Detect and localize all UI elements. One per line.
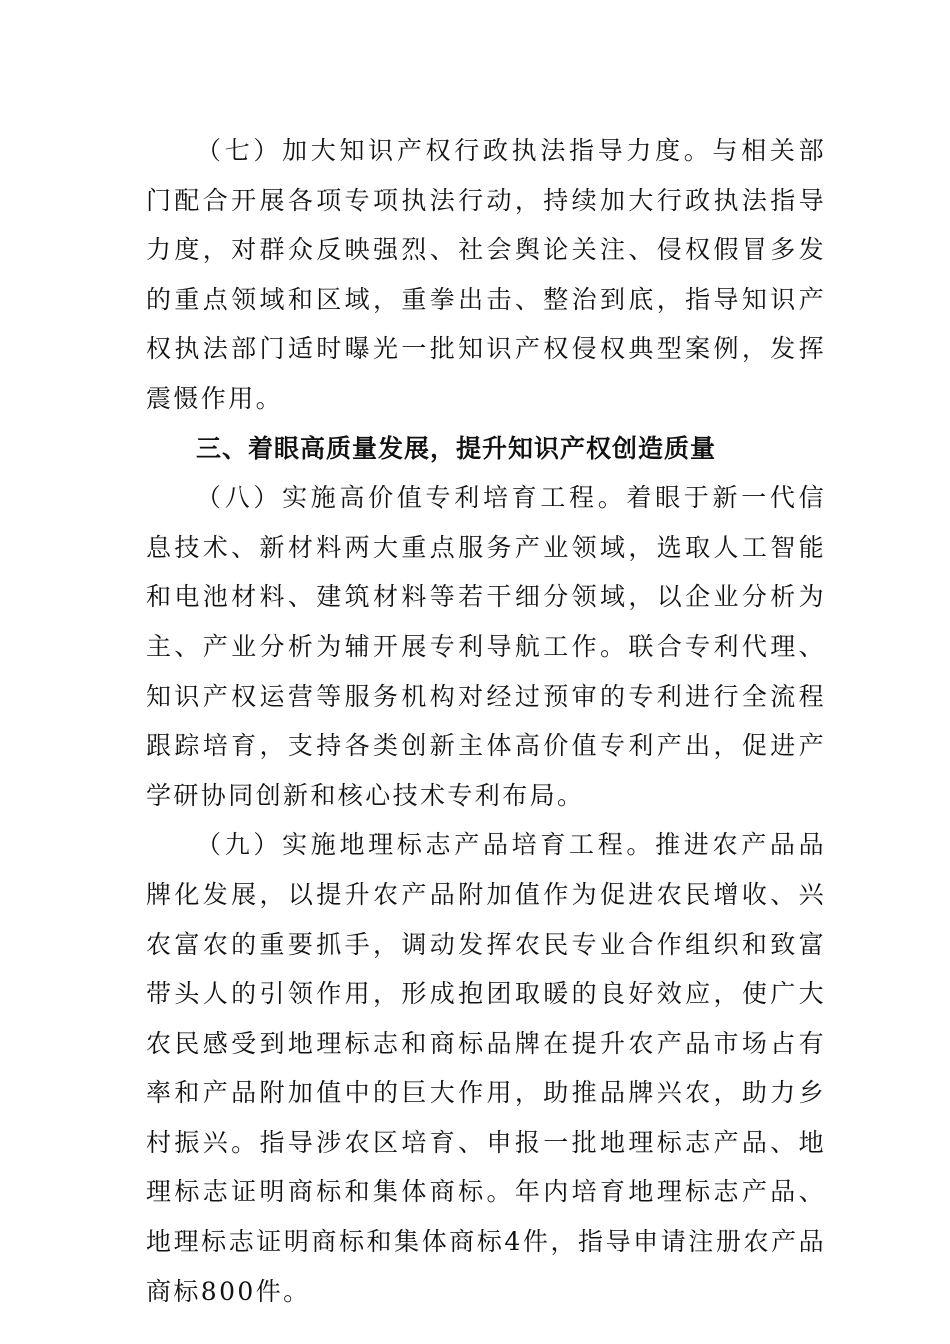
section-3-heading: 三、着眼高质量发展，提升知识产权创造质量 bbox=[196, 433, 717, 463]
paragraph-7: （七）加大知识产权行政执法指导力度。与相关部门配合开展各项专项执法行动，持续加大行政执法指导力度，对群众反映强烈、社会舆论关注、侵权假冒多发的重点领域和区域，重拳出击、整治到底，指导知识产权执法部门适时曝光一批知识产权侵权典型案例，发挥震慑作用。 bbox=[146, 136, 826, 413]
paragraph-9: （九）实施地理标志产品培育工程。推进农产品品牌化发展，以提升农产品附加值作为促进农民增收、兴农富农的重要抓手，调动发挥农民专业合作组织和致富带头人的引领作用，形成抱团取暖的良好效应，使广大农民感受到地理标志和商标品牌在提升农产品市场占有率和产品附加值中的巨大作用，助推品牌兴农，助力乡村振兴。指导涉农区培育、申报一批地理标志产品、地理标志证明商标和集体商标。年内培育地理标志产品、地理标志证明商标和集体商标4件，指导申请注册农产品商标800件。 bbox=[146, 830, 826, 1306]
paragraph-8: （八）实施高价值专利培育工程。着眼于新一代信息技术、新材料两大重点服务产业领域，选取人工智能和电池材料、建筑材料等若干细分领域，以企业分析为主、产业分析为辅开展专利导航工作。联合专利代理、知识产权运营等服务机构对经过预审的专利进行全流程跟踪培育，支持各类创新主体高价值专利产出，促进产学研协同创新和核心技术专利布局。 bbox=[146, 483, 826, 810]
document-body bbox=[146, 126, 826, 1316]
